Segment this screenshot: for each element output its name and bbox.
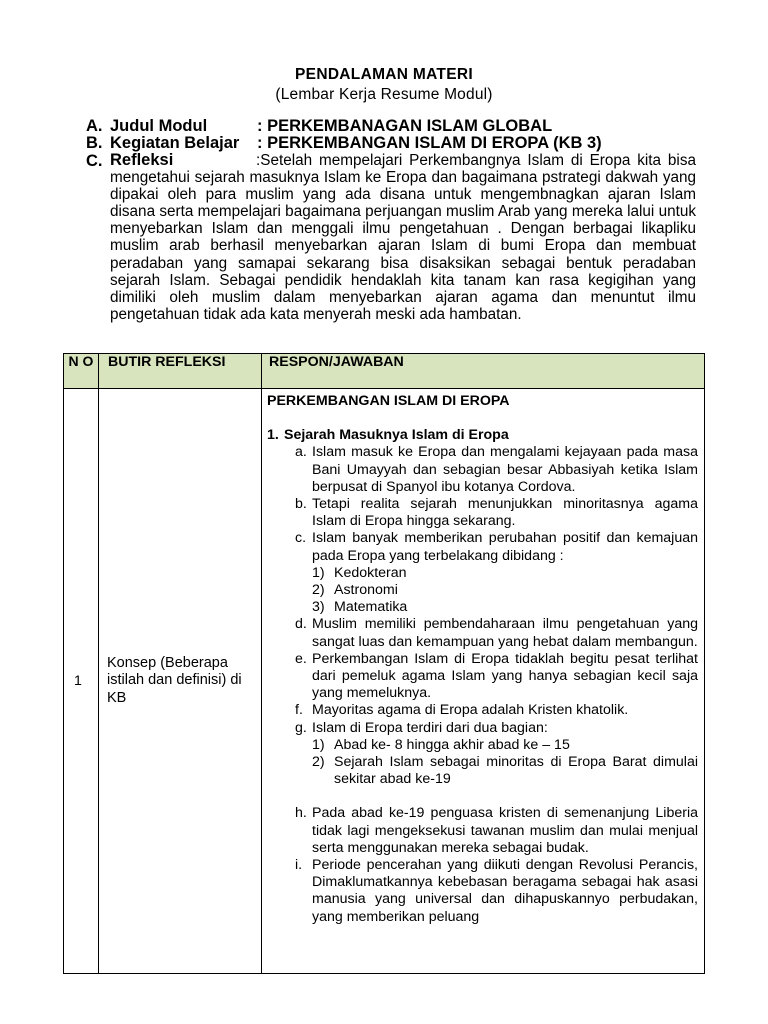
list-item <box>267 444 698 496</box>
list-item <box>267 616 698 650</box>
meta-value: : PERKEMBANAGAN ISLAM GLOBAL <box>257 117 553 135</box>
response-points <box>267 444 698 925</box>
sub-mark: 1) <box>312 564 325 581</box>
sub-mark: 3) <box>312 599 325 616</box>
item-mark: b. <box>295 496 307 513</box>
sub-mark: 2) <box>312 754 325 771</box>
sub-text: Astronomi <box>334 582 398 599</box>
sub-list-item <box>312 599 698 616</box>
item-mark: d. <box>295 616 307 633</box>
item-mark: i. <box>295 857 303 874</box>
list-item <box>267 496 698 530</box>
reflection-label: C. <box>86 152 103 170</box>
item-mark: c. <box>295 530 307 547</box>
page-subtitle: (Lembar Kerja Resume Modul) <box>275 86 493 103</box>
sub-list-item <box>312 754 698 788</box>
response-section-title: PERKEMBANGAN ISLAM DI EROPA <box>267 393 510 409</box>
header-item: BUTIR REFLEKSI <box>99 354 262 389</box>
page-title: PENDALAMAN MATERI <box>295 66 473 83</box>
item-text: Islam di Eropa terdiri dari dua bagian: <box>312 719 548 736</box>
meta-label: B. <box>86 134 103 152</box>
item-mark: f. <box>295 702 303 719</box>
header-no: N O <box>64 354 99 389</box>
reflection-key: Refleksi <box>110 151 174 169</box>
item-text: Islam masuk ke Eropa dan mengalami kejayaan pada masa Bani Umayyah dan sebagian besar Abbasiyah ketika Islam berpusat di Spanyol ibu kotanya Cordova. <box>312 444 698 495</box>
list-item <box>267 720 698 789</box>
meta-key: Judul Modul <box>110 117 208 135</box>
item-mark: a. <box>295 444 307 461</box>
reflection-paragraph <box>110 152 696 323</box>
meta-label: A. <box>86 117 103 135</box>
sub-text: Sejarah Islam sebagai minoritas di Eropa Barat dimulai sekitar abad ke-19 <box>334 754 698 788</box>
sub-list <box>312 565 698 617</box>
item-text: Tetapi realita sejarah menunjukkan minoritasnya agama Islam di Eropa hingga sekarang. <box>312 496 698 530</box>
sub-mark: 2) <box>312 582 325 599</box>
reflection-text: :Setelah mempelajari Perkembangnya Islam di Eropa kita bisa mengetahui sejarah masuknya Islam ke Eropa dan bagaimana pstrategi dakwah yang dipakai oleh para muslim yang ada disana untuk mengembnagkan ajaran Islam disana serta mempelajari bagaimana perjuangan muslim Arab yang mereka lalui untuk menyebarkan Islam dan menggali ilmu pengetahuan . Dengan berbagai likapliku muslim arab berhasil menyebarkan ajaran Islam di bumi Eropa dan membuat peradaban yang samapai sekarang bisa disaksikan sebagai bentuk peradaban sejarah Islam. Sebagai pendidik hendaklah kita tanam kan rasa kegigihan yang dimiliki oleh muslim dalam menyebarkan ajaran agama dan menuntut ilmu pengetahuan tidak ada kata menyerah meski ada hambatan. <box>110 152 696 323</box>
item-mark: h. <box>295 805 307 822</box>
sub-list <box>312 737 698 789</box>
response-sub-title <box>267 427 698 444</box>
item-text: Islam banyak memberikan perubahan positif dan kemajuan pada Eropa yang terbelakang dibidang : <box>312 530 698 564</box>
sub-list-item <box>312 737 698 754</box>
list-item <box>267 857 698 926</box>
item-text: Mayoritas agama di Eropa adalah Kristen khatolik. <box>312 702 629 719</box>
sub-text: Abad ke- 8 hingga akhir abad ke – 15 <box>334 736 570 753</box>
item-mark: e. <box>295 650 307 667</box>
table-row <box>64 389 705 974</box>
item-text: Periode pencerahan yang diikuti dengan Revolusi Perancis, Dimaklumatkannya kebebasan beragama sebagai hak asasi manusia yang universal dan dihapuskannyo perbudakan, yang memberikan peluang <box>312 857 698 925</box>
row-number: 1 <box>64 389 99 974</box>
sub-mark: 1) <box>312 736 325 753</box>
sub-list-item <box>312 582 698 599</box>
sub-text: Matematika <box>334 599 408 616</box>
list-item <box>267 805 698 857</box>
item-text: Perkembangan Islam di Eropa tidaklah begitu pesat terlihat dari pemeluk agama Islam yang hanya sebagian kecil saja yang memeluknya. <box>312 650 698 702</box>
item-text: Pada abad ke-19 penguasa kristen di semenanjung Liberia tidak lagi mengeksekusi tawanan muslim dan mulai menjual serta menggunakan mereka sebagai budak. <box>312 805 698 856</box>
table-header-row <box>64 354 705 389</box>
reflection-table <box>63 353 705 974</box>
list-item <box>267 651 698 703</box>
sub-text: Kedokteran <box>334 564 407 581</box>
row-response <box>262 389 705 974</box>
row-item: Konsep (Beberapa istilah dan definisi) di KB <box>99 389 262 974</box>
sub-number: 1. <box>267 427 279 444</box>
meta-key: Kegiatan Belajar <box>110 134 240 152</box>
sub-list-item <box>312 565 698 582</box>
meta-value: : PERKEMBANGAN ISLAM DI EROPA (KB 3) <box>257 134 602 152</box>
item-text: Muslim memiliki pembendaharaan ilmu pengetahuan yang sangat luas dan kemampuan yang hebat dalam membangun. <box>312 616 698 650</box>
list-item <box>267 702 698 719</box>
item-mark: g. <box>295 719 307 736</box>
sub-title-text: Sejarah Masuknya Islam di Eropa <box>284 427 509 444</box>
list-item <box>267 530 698 616</box>
header-response: RESPON/JAWABAN <box>262 354 705 389</box>
